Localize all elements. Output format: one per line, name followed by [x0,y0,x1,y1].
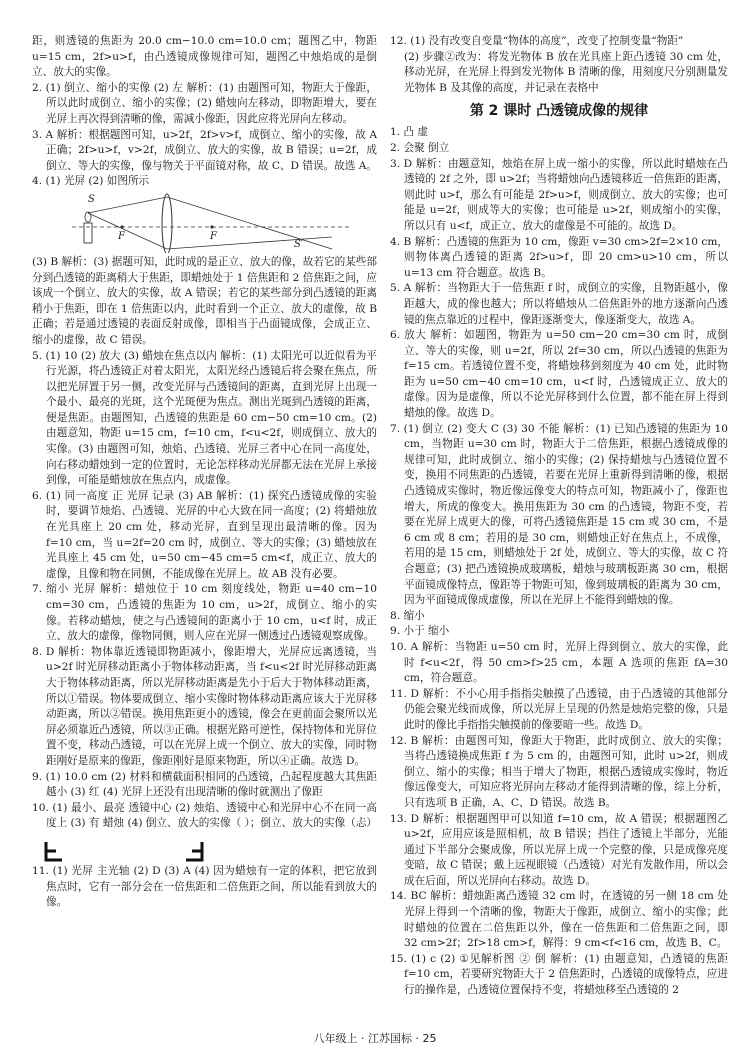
image-shape-right [184,840,206,862]
answer-item-12-part2: (2) 步骤②改为：将发光物体 B 放在光具座上距凸透镜 30 cm 处，移动光屏，在光屏上得到发光物体 B 清晰的像，用刻度尺分别测量发光物体 B 及其像的高度，并记录在表格中 [404,50,728,94]
lesson2-item-8: 8. 缩小 [390,609,425,622]
left-column [32,34,377,911]
lesson2-item-1: 1. 凸 虚 [390,126,429,139]
page-footer: 八年级上 · 江苏国标 · 25 [313,1032,437,1045]
answer-item-9: 9. (1) 10.0 cm (2) 材料和横截面积相同的凸透镜，凸起程度越大其焦距越小 (3) 红 (4) 光屏上还没有出现清晰的像时就测出了像距 [32,770,377,799]
candle-flame [85,212,91,222]
lesson2-item-2: 2. 会聚 倒立 [390,141,450,154]
label-f-right: F [210,230,217,242]
answer-item-2: 2. (1) 倒立、缩小的实像 (2) 左 解析：(1) 由题图可知，物距大于像距，所以此时成倒立、缩小的实像；(2) 蜡烛向左移动，即物距增大，要在光屏上再次得到清晰的像，需减小像距，因此应将光屏向左移动。 [32,81,377,125]
label-s-prime: S′ [294,238,304,250]
answer-item-4-analysis: (3) B 解析：(3) 据题可知，此时成的是正立、放大的像，故若它的某些部分到凸透镜的距离稍大于焦距，即蜡烛处于 1 倍焦距和 2 倍焦距之间，应该成一个倒立、放大的实像，故 A 错误；若它的某些部分到凸透镜的距离稍小于焦距，即在 1 倍焦距以内，此时看到一个正立、放大的虚像，故 B 正确；若是通过透镜的表面反射成像，即相当于凸面镜成像，会成正立、缩小的虚像，故 C 错误。 [32,255,377,346]
ray-1 [88,197,167,213]
lesson2-item-9: 9. 小于 缩小 [390,625,450,638]
section-title: 第 2 课时 凸透镜成像的规律 [469,103,649,120]
lesson2-item-4: 4. B 解析：凸透镜的焦距为 10 cm，像距 v=30 cm>2f=2×10 cm，则物体离凸透镜的距离 2f>u>f，即 20 cm>u>10 cm，所以 u=13 cm 符合题意。故选 B。 [390,235,728,279]
right-column [390,34,728,999]
answer-item-3: 3. A 解析：根据题图可知，u>2f，2f>v>f，成倒立、缩小的实像，故 A 正确；2f>u>f，v>2f，成倒立、放大的实像，故 B 错误；u=2f，成倒立、等大的实像，像与物关于平面镜对称，故 C、D 错误。故选 A。 [32,128,377,172]
lesson2-item-10: 10. A 解析：当物距 u=50 cm 时，光屏上得到倒立、放大的实像，此时 f<u<2f，得 50 cm>f>25 cm，本题 A 选项的焦距 fA=30 cm，符合题意。 [390,640,728,685]
answer-item-7: 7. 缩小 光屏 解析：蜡烛位于 10 cm 刻度线处，物距 u=40 cm−10 cm=30 cm，凸透镜的焦距为 10 cm，u>2f，成倒立、缩小的实像。若移动蜡烛，使之与凸透镜间的距离小于 10 cm，u<f 时，成正立、放大的虚像，像物同侧，则人应在光屏一侧透过凸透镜观察成像。 [32,583,377,643]
answer-item-4: 4. (1) 光屏 (2) 如图所示 [32,175,150,188]
lesson2-item-12: 12. B 解析：由题图可知，像距大于物距，此时成倒立、放大的实像；当将凸透镜换成焦距 f 为 5 cm 的，由题图可知，此时 u>2f，则成倒立、缩小的实像；相当于增大了物距，根据凸透镜成实像时，物近像远像变大，可知应将光屏向左移动才能得到清晰的像，综上分析，只有选项 B 正确，A、C、D 错误。故选 B。 [390,734,728,809]
label-s: S [88,193,95,205]
lesson2-item-7: 7. (1) 倒立 (2) 变大 C (3) 30 不能 解析：(1) 已知凸透镜的焦距为 10 cm，当物距 u=30 cm 时，物距大于二倍焦距，根据凸透镜成像的规律可知，此时成倒立、缩小的实像；(2) 保持蜡烛与凸透镜位置不变，换用不同焦距的凸透镜，若要在光屏上重新得到清晰的像，根据凸透镜成实像时，物近像远像变大的特点可知，物距减小了，像距也增大，所成的像变大。换用焦距为 30 cm 的凸透镜，物距不变，若要在光屏上成更大的像，可将凸透镜焦距是 15 cm 或 30 cm，不是 6 cm 或 8 cm；若用的是 30 cm，则蜡烛正好在焦点上，不成像，若用的是 15 cm，则蜡烛处于 2f 处，成倒立、等大的实像，故 C 符合题意；(3) 把凸透镜换成玻璃板，蜡烛与玻璃板距离 30 cm，根据平面镜成像特点，像距等于物距可知，像到玻璃板的距离为 30 cm，因为平面镜成像成虚像，所以在光屏上不能得到蜡烛的像。 [390,422,728,607]
convex-lens [162,194,172,253]
lesson2-item-15: 15. (1) c (2) ①见解析图 ② 倒 解析：(1) 由题意知，凸透镜的焦距 f=10 cm，若要研究物距大于 2 倍焦距时，凸透镜的成像特点，应进行的操作是，凸透镜位置保持不变，将蜡烛移至凸透镜的 2 [390,952,728,997]
answer-paragraph: 距，则透镜的焦距为 20.0 cm−10.0 cm=10.0 cm；题图乙中，物距 u=15 cm，2f>u>f，由凸透镜成像规律可知，题图乙中烛焰成的是倒立、放大的实像。 [32,35,377,79]
lesson2-item-6: 6. 放大 解析：如题图，物距为 u=50 cm−20 cm=30 cm 时，成倒立、等大的实像，则 u=2f，所以 2f=30 cm，所以凸透镜的焦距为 f=15 cm。若透镜位置不变，将蜡烛移到刻度为 40 cm 处，此时物距为 u=50 cm−40 cm=10 cm，u<f 时，凸透镜成正立、放大的虚像。因为是虚像，所以不论光屏移到什么位置，都不能在屏上得到蜡烛的像。故选 D。 [390,329,728,420]
answer-item-5: 5. (1) 10 (2) 放大 (3) 蜡烛在焦点以内 解析：(1) 太阳光可以近似看为平行光源，将凸透镜正对着太阳光，太阳光经凸透镜后将会聚在焦点，所以把光屏置于另一侧，改变光屏与凸透镜间的距离，直到光屏上出现一个最小、最亮的光斑，这个光斑便为焦点。测出光斑到凸透镜的距离，便是焦距。由题图知，凸透镜的焦距是 60 cm−50 cm=10 cm。(2) 由题意知，物距 u=15 cm，f=10 cm，f<u<2f，则成倒立、放大的实像。(3) 由题图可知，烛焰、凸透镜、光屏三者中心在同一高度处，向右移动蜡烛到一定的位置时，无论怎样移动光屏都无法在光屏上承接到像，可能是蜡烛放在焦点内，成虚像。 [32,349,377,487]
ray-1-refracted [167,197,332,249]
answer-item-10: 10. (1) 最小、最亮 透镜中心 (2) 烛焰、透镜中心和光屏中心不在同一高度上 (3) 有 蜡烛 (4) 倒立、放大的实像（ ）；倒立、放大的实像（忐） [32,801,377,830]
ray-2 [88,213,167,249]
label-f-left: F [118,230,125,242]
answer-item-12: 12. (1) 没有改变自变量“物体的高度”，改变了控制变量“物距” [390,35,684,47]
lens-ray-diagram [32,191,377,253]
answer-item-6: 6. (1) 同一高度 正 光屏 记录 (3) AB 解析：(1) 探究凸透镜成像的实验时，要调节烛焰、凸透镜、光屏的中心大致在同一高度；(2) 将蜡烛放在光具座上 20 cm 处，移动光屏，直到呈现出最清晰的像。因为 f=10 cm，当 u=2f=20 cm 时，成倒立、等大的实像；(3) 蜡烛放在光具座上 45 cm 处，u=50 cm−45 cm=5 cm<f，成正立、放大的虚像，且像和物在同侧，不能成像在光屏上。故 AB 没有必要。 [32,489,377,580]
ray-2-refracted [167,237,332,249]
answer-item-8: 8. D 解析：物体靠近透镜即物距减小，像距增大，光屏应远离透镜，当 u>2f 时光屏移动距离小于物体移动距离，当 f<u<2f 时光屏移动距离大于物体移动距离，所以光屏移动距离是先小于后大于物体移动距离，所以①错误。物体要成倒立、缩小实像时物体移动距离应该大于光屏移动距离，所以②错误。换用焦距更小的透镜，像会在更前面会聚所以光屏必须靠近凸透镜，所以③正确。根据光路可逆性，保持物体和光屏位置不变，移动凸透镜，可以在光屏上成一个倒立、放大的实像，同时物距刚好是原来的像距，像距刚好是原来物距，所以④正确。故选 D。 [32,645,377,767]
answer-item-11: 11. (1) 光屏 主光轴 (2) D (3) A (4) 因为蜡烛有一定的体积，把它放到焦点时，它有一部分会在一倍焦距和二倍焦距之间，所以能看到放大的像。 [32,864,377,909]
lesson2-item-11: 11. D 解析：不小心用手指指尖触摸了凸透镜，由于凸透镜的其他部分仍能会聚光线而成像，所以光屏上呈现的仍然是烛焰完整的像，只是此时的像比手指指尖触摸前的像要暗一些。故选 D。 [390,687,728,731]
lesson2-item-3: 3. D 解析：由题意知，烛焰在屏上成一缩小的实像，所以此时蜡烛在凸透镜的 2f 之外，即 u>2f；当将蜡烛向凸透镜移近一倍焦距的距离，则此时 u>f，那么有可能是 2f>u>f，则成倒立、放大的实像；也可能是 u=2f，则成等大的实像；也可能是 u>2f，则成缩小的实像，所以只有 u<f，成正立、放大的虚像是不可能的。故选 D。 [390,157,728,232]
lesson2-item-5: 5. A 解析：当物距大于一倍焦距 f 时，成倒立的实像，且物距越小，像距越大，成的像也越大；所以将蜡烛从二倍焦距外的地方逐渐向凸透镜的焦点靠近的过程中，像距逐渐变大，像逐渐变大，故选 A。 [390,282,728,326]
lesson2-item-14: 14. BC 解析：蜡烛距离凸透镜 32 cm 时，在透镜的另一侧 18 cm 处光屏上得到一个清晰的像，物距大于像距，成倒立、缩小的实像；此时蜡烛的位置在二倍焦距以外，像在一倍焦距和二倍焦距之间，即 32 cm>2f；2f>18 cm>f，解得：9 cm<f<16 cm，故选 B、C。 [390,890,728,950]
candle-shape [84,223,92,243]
image-shape-figure [32,834,377,862]
lesson2-item-13: 13. D 解析：根据题图甲可以知道 f=10 cm，故 A 错误；根据题图乙 u>2f，应用应该是照相机，故 B 错误；挡住了透镜上半部分，光能通过下半部分会聚成像，所以光屏上成一个完整的像，只是成像亮度变暗，故 C 错误；戴上远视眼镜（凸透镜）对光有发散作用，所以会成在后面，所以光屏向右移动。故选 D。 [390,812,728,887]
image-shape-left [42,840,64,862]
